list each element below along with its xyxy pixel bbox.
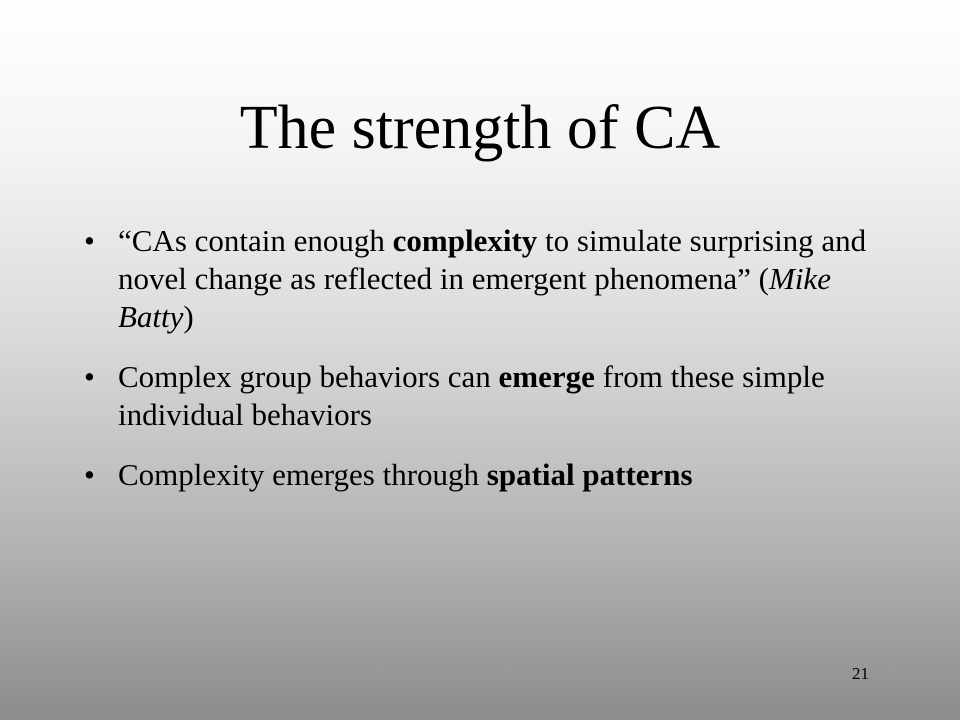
bullet-text-segment: Complexity emerges through [118,457,487,492]
bullet-text [118,359,825,432]
bullet-marker: • [84,223,95,258]
bullet-text-segment: Complex group behaviors can [118,359,499,394]
bullet-list [80,222,880,516]
bullet-citation: Mike Batty [118,261,831,334]
bullet-text [118,457,693,492]
bullet-marker: • [84,457,95,492]
slide-title: The strength of CA [239,94,721,162]
page-number: 21 [852,664,869,683]
bullet-text-segment: to simulate surprising and novel change as reflected in emergent phenomena” ( [118,223,867,296]
bullet-marker: • [84,359,95,394]
bullet-emphasis: spatial patterns [486,457,693,492]
bullet-text-segment: ) [183,299,194,334]
bullet-item [80,222,880,336]
bullet-text-segment: from these simple individual behaviors [118,359,825,432]
bullet-text [118,223,866,334]
bullet-emphasis: complexity [392,223,538,258]
bullet-text-segment: “CAs contain enough [118,223,393,258]
bullet-item [80,358,880,434]
bullet-emphasis: emerge [498,359,595,394]
bullet-item [80,456,880,494]
